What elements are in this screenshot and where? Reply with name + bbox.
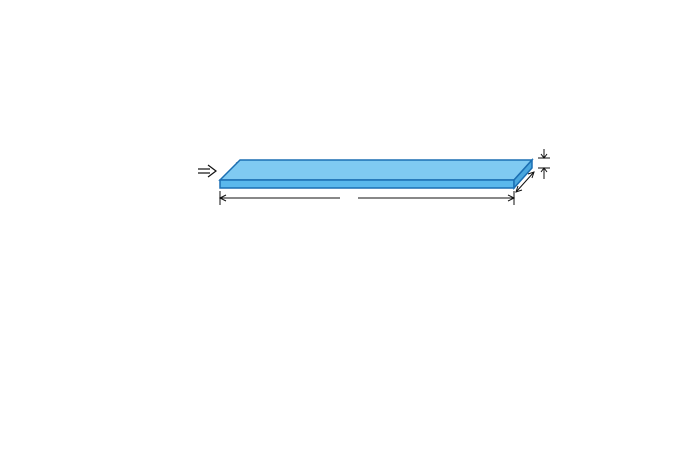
length-dimension-icon — [220, 191, 514, 205]
height-dimension-icon — [538, 149, 550, 179]
channel-front-face — [220, 180, 514, 188]
channel-top-face — [220, 160, 532, 180]
microchannel-figure — [140, 135, 580, 215]
flow-arrow-icon — [198, 165, 216, 177]
channel-diagram — [140, 135, 580, 215]
